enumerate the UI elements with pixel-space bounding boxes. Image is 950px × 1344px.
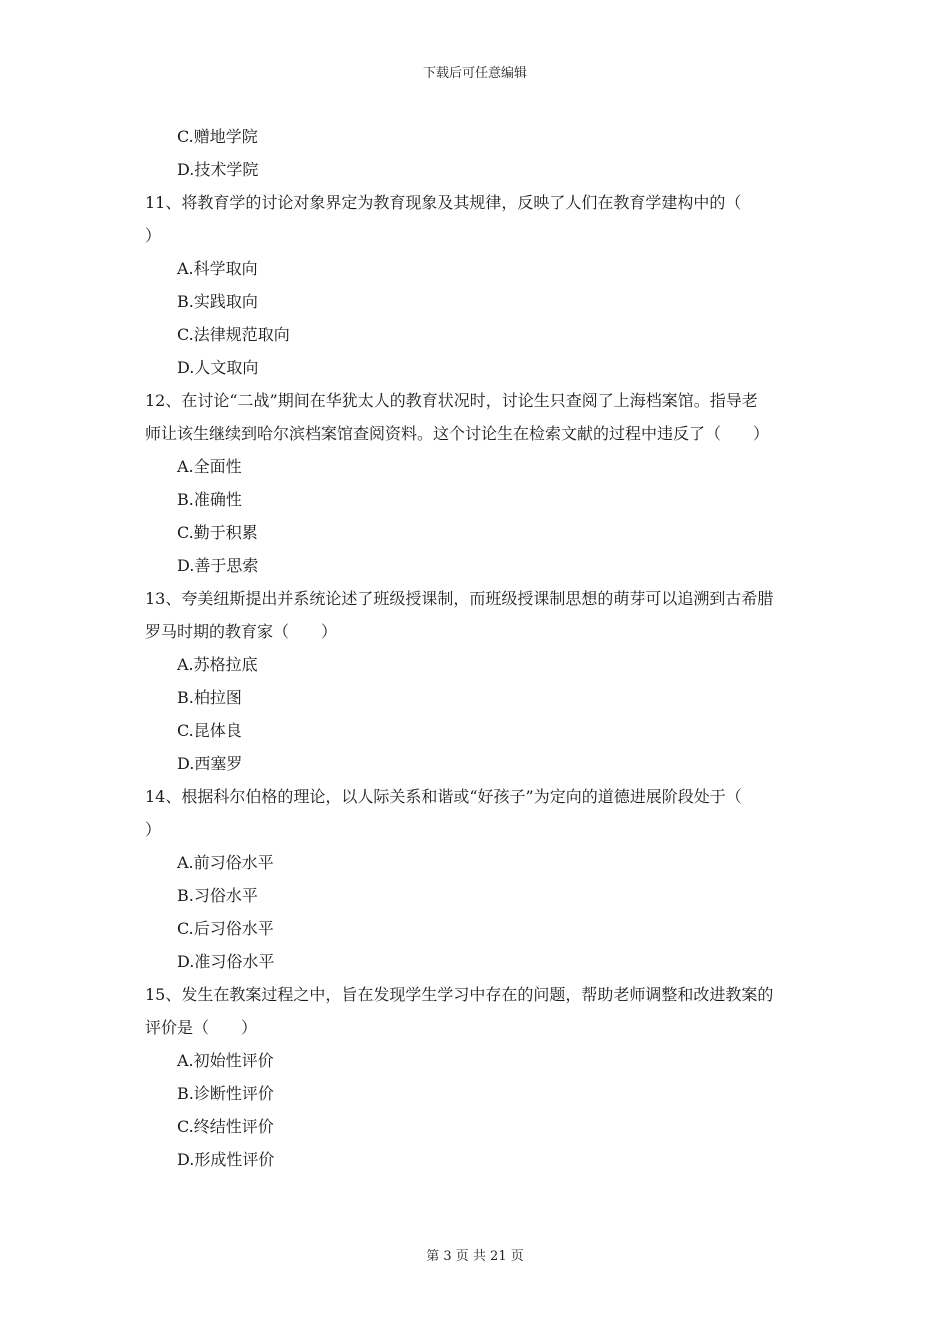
option: C.赠地学院 [177, 127, 258, 146]
option: D.准习俗水平 [177, 952, 275, 971]
question-stem: ） [145, 226, 162, 245]
question-14 [145, 780, 810, 978]
question-stem: ） [145, 820, 162, 839]
option: D.善于思索 [177, 556, 259, 575]
option: D.人文取向 [177, 358, 259, 377]
question-stem: 15、发生在教案过程之中，旨在发现学生学习中存在的问题，帮助老师调整和改进教案的 [145, 985, 774, 1004]
question-stem: 13、夸美纽斯提出并系统论述了班级授课制，而班级授课制思想的萌芽可以追溯到古希腊 [145, 589, 774, 608]
question-stem: 12、在讨论“二战”期间在华犹太人的教育状况时，讨论生只查阅了上海档案馆。指导老 [145, 391, 758, 410]
option: A.苏格拉底 [177, 655, 258, 674]
question-11 [145, 186, 810, 384]
option: C.法律规范取向 [177, 325, 290, 344]
option: B.习俗水平 [177, 886, 258, 905]
option: D.技术学院 [177, 160, 259, 179]
option: C.昆体良 [177, 721, 242, 740]
document-body [145, 120, 810, 1176]
question-stem: 11、将教育学的讨论对象界定为教育现象及其规律，反映了人们在教育学建构中的（ [145, 193, 742, 212]
question-13 [145, 582, 810, 780]
option: A.初始性评价 [177, 1051, 274, 1070]
option: A.科学取向 [177, 259, 258, 278]
option: A.前习俗水平 [177, 853, 274, 872]
question-stem: 14、根据科尔伯格的理论，以人际关系和谐或“好孩子”为定向的道德进展阶段处于（ [145, 787, 742, 806]
question-stem: 师让该生继续到哈尔滨档案馆查阅资料。这个讨论生在检索文献的过程中违反了（ ） [145, 424, 770, 443]
option: D.形成性评价 [177, 1150, 275, 1169]
option: B.诊断性评价 [177, 1084, 274, 1103]
page-header: 下载后可任意编辑 [422, 66, 527, 81]
option: B.准确性 [177, 490, 242, 509]
option: C.后习俗水平 [177, 919, 274, 938]
option: C.终结性评价 [177, 1117, 274, 1136]
page-footer: 第 3 页 共 21 页 [426, 1249, 524, 1264]
option: D.西塞罗 [177, 754, 243, 773]
question-12 [145, 384, 810, 582]
question-15 [145, 978, 810, 1176]
option: B.柏拉图 [177, 688, 242, 707]
question-stem: 评价是（ ） [145, 1018, 258, 1037]
question-stem: 罗马时期的教育家（ ） [145, 622, 338, 641]
option: A.全面性 [177, 457, 242, 476]
option: C.勤于积累 [177, 523, 258, 542]
option: B.实践取向 [177, 292, 258, 311]
